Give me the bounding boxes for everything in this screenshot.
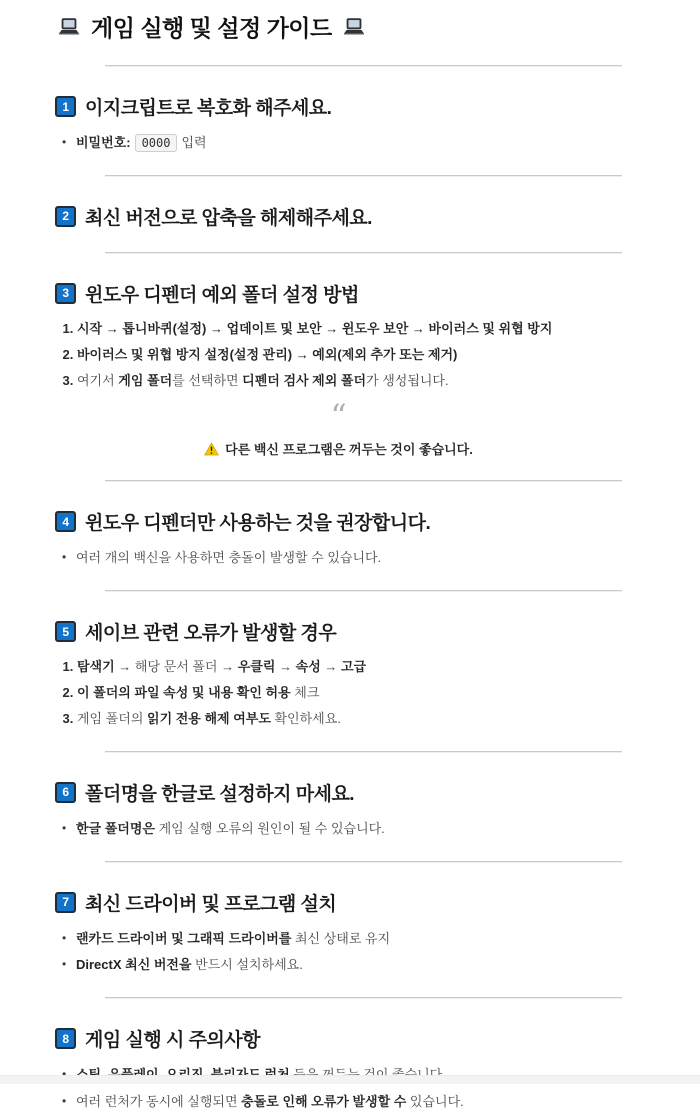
section-heading-text: 윈도우 디펜더 예외 폴더 설정 방법 [85,284,359,306]
text-segment: 를 선택하면 [172,372,243,388]
section-heading-text: 게임 실행 시 주의사항 [85,1030,261,1052]
section-heading [55,508,622,535]
text-segment-bold: 게임 폴더 [118,372,173,388]
section-divider [105,590,622,592]
section-divider [105,861,622,863]
page-title-text: 게임 실행 및 설정 가이드 [91,15,332,41]
section-body [55,549,622,568]
text-segment-bold: 고급 [341,659,367,675]
bullet-list [55,930,622,976]
quote-warning-text: 다른 백신 프로그램은 꺼두는 것이 좋습니다. [225,442,473,458]
text-segment-bold: 비밀번호: [76,135,131,150]
section-heading-text: 최신 버전으로 압축을 해제해주세요. [85,207,372,229]
guide-section [55,861,622,976]
section-body [55,930,622,976]
guide-section [55,751,622,839]
section-heading [55,618,622,645]
text-segment: 여기서 [77,372,119,388]
text-segment-bold: 우클릭 [237,659,276,675]
list-item [77,372,622,391]
text-segment: 게임 실행 오류의 원인이 될 수 있습니다. [154,820,385,836]
section-number-badge: 8 [55,1028,76,1049]
section-number-badge: 2 [55,206,76,227]
text-segment: 여러 런처가 동시에 실행되면 [76,1094,242,1110]
bullet-list [55,820,622,839]
section-heading-text: 최신 드라이버 및 프로그램 설치 [85,893,337,915]
list-item [77,684,622,703]
numbered-list [55,320,622,391]
page-header [55,10,622,43]
page-title [57,10,622,43]
section-divider [105,252,622,254]
laptop-icon [342,17,366,36]
section-divider [105,65,622,67]
list-item [62,1093,622,1112]
section-number-badge: 4 [55,511,76,532]
text-segment-bold: 한글 폴더명은 [76,820,155,836]
section-body [55,658,622,729]
section-number-badge: 5 [55,621,76,642]
bullet-list [55,549,622,568]
section-number-badge: 1 [55,96,76,117]
bullet-list [55,134,622,153]
text-segment: 최신 상태로 유지 [291,930,391,946]
list-item [62,930,622,949]
list-item [62,820,622,839]
text-segment: 게임 폴더의 [77,710,148,726]
guide-section [55,997,622,1112]
footer-band [0,1075,700,1084]
section-heading-text: 윈도우 디펜더만 사용하는 것을 권장합니다. [85,513,431,535]
section-heading [55,203,622,230]
laptop-icon [57,17,81,36]
text-segment: 있습니다. [406,1094,464,1110]
text-segment-bold: 디펜더 검사 제외 폴더 [242,372,367,388]
open-quote-icon: “ [330,397,347,436]
section-heading [55,1025,622,1052]
text-segment: 가 생성됩니다. [366,372,449,388]
list-item [77,320,622,339]
quote-warning [55,439,622,458]
list-item [77,346,622,365]
section-heading-text: 이지크립트로 복호화 해주세요. [85,98,332,119]
text-segment: → 해당 문서 폴더 → [114,659,238,675]
text-segment-bold: 바이러스 및 위협 방지 설정(설정 관리) → 예외(제외 추가 또는 제거) [77,346,458,362]
text-segment: 여러 개의 백신을 사용하면 충돌이 발생할 수 있습니다. [76,550,382,566]
text-segment-bold: 충돌로 인해 오류가 발생할 수 [241,1094,407,1110]
guide-section [55,590,622,729]
section-heading-text: 폴더명을 한글로 설정하지 마세요. [85,783,355,805]
section-heading [55,779,622,806]
guide-section [55,252,622,459]
section-divider [105,175,622,177]
section-divider [105,997,622,999]
text-segment-bold: 랜카드 드라이버 및 그래픽 드라이버를 [76,930,292,946]
warning-triangle-icon [204,442,219,456]
guide-section [55,65,622,153]
numbered-list [55,658,622,729]
text-segment: 입력 [181,135,207,150]
text-segment: 반드시 설치하세요. [191,957,303,973]
list-item [77,658,622,677]
text-segment: → [320,659,341,675]
section-divider [105,480,622,482]
text-segment-bold: 시작 → 톱니바퀴(설정) → 업데이트 및 보안 → 윈도우 보안 → 바이러스 및 위협 방지 [77,320,553,336]
guide-sections [55,65,622,1112]
section-number-badge: 6 [55,782,76,803]
section-heading-text: 세이브 관련 오류가 발생할 경우 [85,623,337,645]
text-segment: 체크 [290,685,320,701]
section-heading [55,280,622,307]
section-body [55,320,622,391]
section-body [55,134,622,153]
section-body [55,820,622,839]
list-item [62,134,622,153]
guide-section [55,480,622,568]
text-segment-bold: 읽기 전용 해제 여부도 [147,710,271,726]
text-segment-bold: DirectX 최신 버전을 [76,957,192,973]
password-code: 0000 [135,134,178,152]
section-heading [55,93,622,120]
guide-section [55,175,622,230]
section-divider [105,751,622,753]
section-body [55,1066,622,1112]
text-segment: 확인하세요. [270,710,341,726]
text-segment: → [275,659,296,675]
text-segment-bold: 속성 [295,659,321,675]
text-segment-bold: 탐색기 [77,659,115,675]
list-item [62,549,622,568]
list-item [77,710,622,729]
text-segment-bold: 이 폴더의 파일 속성 및 내용 확인 허용 [77,685,291,701]
quote-block [55,397,622,458]
bullet-list [55,1066,622,1112]
section-number-badge: 7 [55,892,76,913]
list-item [62,956,622,975]
section-number-badge: 3 [55,283,76,304]
section-heading [55,889,622,916]
